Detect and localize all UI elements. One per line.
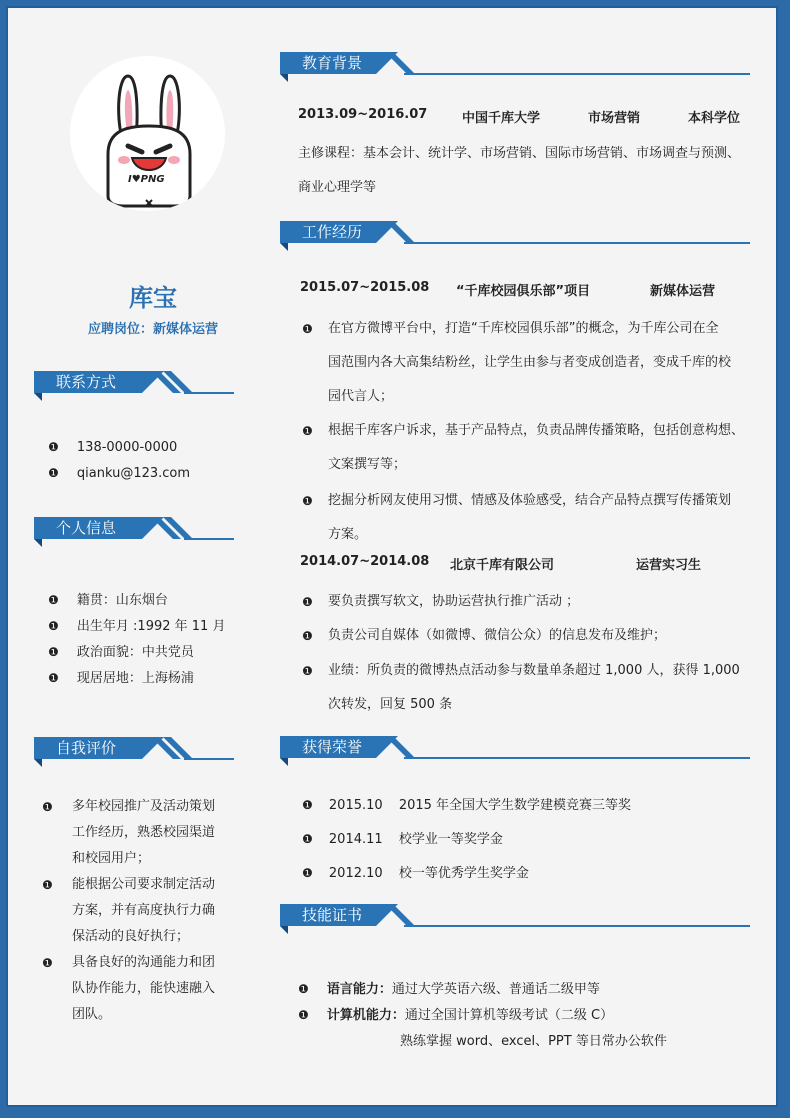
bullet-icon: ❶	[42, 878, 53, 892]
bullet-icon: ❶	[48, 671, 59, 685]
self-eval-item: ❶ 多年校园推广及活动策划 工作经历，熟悉校园渠道 和校园用户；	[42, 794, 242, 872]
section-header-personal	[34, 517, 234, 541]
section-title: 技能证书	[280, 904, 376, 926]
self-eval-item: ❶ 能根据公司要求制定活动 方案，并有高度执行力确 保活动的良好执行；	[42, 872, 242, 950]
hometown-text: 籍贯：山东烟台	[76, 593, 168, 608]
section-title: 个人信息	[34, 517, 142, 539]
list-item	[48, 667, 194, 686]
bullet-icon: ❶	[302, 832, 313, 846]
section-title: 教育背景	[280, 52, 376, 74]
bullet-icon: ❶	[302, 629, 313, 643]
bullet-icon: ❶	[302, 866, 313, 880]
work-role: 新媒体运营	[650, 284, 716, 299]
work-item: ❶ 在官方微博平台中，打造“千库校园俱乐部”的概念，为千库公司在全 国范围内各大高集结粉丝，让学生由参与者变成创造者，变成千库的校 园代言人；	[302, 312, 752, 414]
bullet-icon: ❶	[298, 1008, 309, 1022]
bullet-icon: ❶	[48, 593, 59, 607]
bullet-icon: ❶	[48, 466, 59, 480]
section-header-honors	[280, 736, 750, 760]
bullet-icon: ❶	[48, 645, 59, 659]
bullet-icon: ❶	[48, 440, 59, 454]
education-period: 2013.09~2016.07	[298, 107, 428, 122]
bullet-icon: ❶	[302, 798, 313, 812]
skill-item: ❶ 计算机能力：通过全国计算机等级考试（二级 C）	[298, 1008, 614, 1023]
education-degree: 本科学位	[688, 111, 741, 126]
list-item	[48, 641, 194, 660]
education-courses: 商业心理学等	[298, 180, 377, 195]
bullet-icon: ❶	[48, 619, 59, 633]
work-item: ❶ 负责公司自媒体（如微博、微信公众）的信息发布及维护；	[302, 619, 752, 653]
work-role: 运营实习生	[636, 558, 702, 573]
email-text: qianku@123.com	[76, 466, 191, 481]
residence-text: 现居居地：上海杨浦	[76, 671, 194, 686]
honor-item: ❶ 2015.10 2015 年全国大学生数学建模竞赛三等奖	[302, 798, 632, 813]
bullet-icon: ❶	[302, 664, 313, 678]
work-item: ❶ 挖掘分析网友使用习惯、情感及体验感受，结合产品特点撰写传播策划 方案。	[302, 484, 752, 552]
skill-item: ❶ 语言能力：通过大学英语六级、普通话二级甲等	[298, 982, 600, 997]
bullet-icon: ❶	[42, 956, 53, 970]
political-text: 政治面貌：中共党员	[76, 645, 194, 660]
section-header-self-evaluation	[34, 737, 234, 761]
bullet-icon: ❶	[302, 424, 313, 438]
work-org: 北京千库有限公司	[450, 558, 555, 573]
work-item: ❶ 根据千库客户诉求，基于产品特点，负责品牌传播策略，包括创意构想、 文案撰写等；	[302, 414, 752, 482]
list-item	[48, 440, 177, 455]
self-eval-item: ❶ 具备良好的沟通能力和团 队协作能力，能快速融入 团队。	[42, 950, 242, 1028]
honor-item: ❶ 2014.11 校学业一等奖学金	[302, 832, 503, 847]
resume-page	[6, 6, 778, 1107]
birth-text: 出生年月 :1992 年 11 月	[76, 619, 226, 634]
section-title: 联系方式	[34, 371, 142, 393]
list-item	[48, 589, 168, 608]
section-title: 获得荣誉	[280, 736, 376, 758]
education-major: 市场营销	[588, 111, 641, 126]
work-item: ❶ 要负责撰写软文，协助运营执行推广活动 ；	[302, 585, 752, 619]
section-header-education	[280, 52, 750, 76]
work-period: 2015.07~2015.08	[300, 280, 430, 295]
skill-extra: 熟练掌握 word、excel、PPT 等日常办公软件	[400, 1034, 667, 1049]
candidate-name: 库宝	[129, 284, 177, 312]
work-item: ❶ 业绩：所负责的微博热点活动参与数量单条超过 1,000 人，获得 1,000 次转发，回复 500 条	[302, 654, 752, 722]
avatar-caption: I♥PNG	[128, 174, 165, 185]
education-school: 中国千库大学	[462, 111, 541, 126]
section-title: 自我评价	[34, 737, 142, 759]
list-item	[48, 615, 225, 634]
phone-text: 138-0000-0000	[76, 440, 178, 455]
bullet-icon: ❶	[302, 494, 313, 508]
section-header-work	[280, 221, 750, 245]
bunny-mascot-icon	[70, 56, 225, 211]
applied-position: 应聘岗位：新媒体运营	[87, 322, 218, 337]
bullet-icon: ❶	[298, 982, 309, 996]
section-header-contact	[34, 371, 234, 395]
bullet-icon: ❶	[302, 322, 313, 336]
work-period: 2014.07~2014.08	[300, 554, 430, 569]
work-org: “千库校园俱乐部”项目	[456, 284, 591, 299]
section-header-skills	[280, 904, 750, 928]
education-courses: 主修课程：基本会计、统计学、市场营销、国际市场营销、市场调查与预测、	[298, 146, 741, 161]
bullet-icon: ❶	[302, 595, 313, 609]
list-item	[48, 466, 190, 481]
bullet-icon: ❶	[42, 800, 53, 814]
honor-item: ❶ 2012.10 校一等优秀学生奖学金	[302, 866, 529, 881]
avatar	[70, 56, 225, 211]
section-title: 工作经历	[280, 221, 376, 243]
